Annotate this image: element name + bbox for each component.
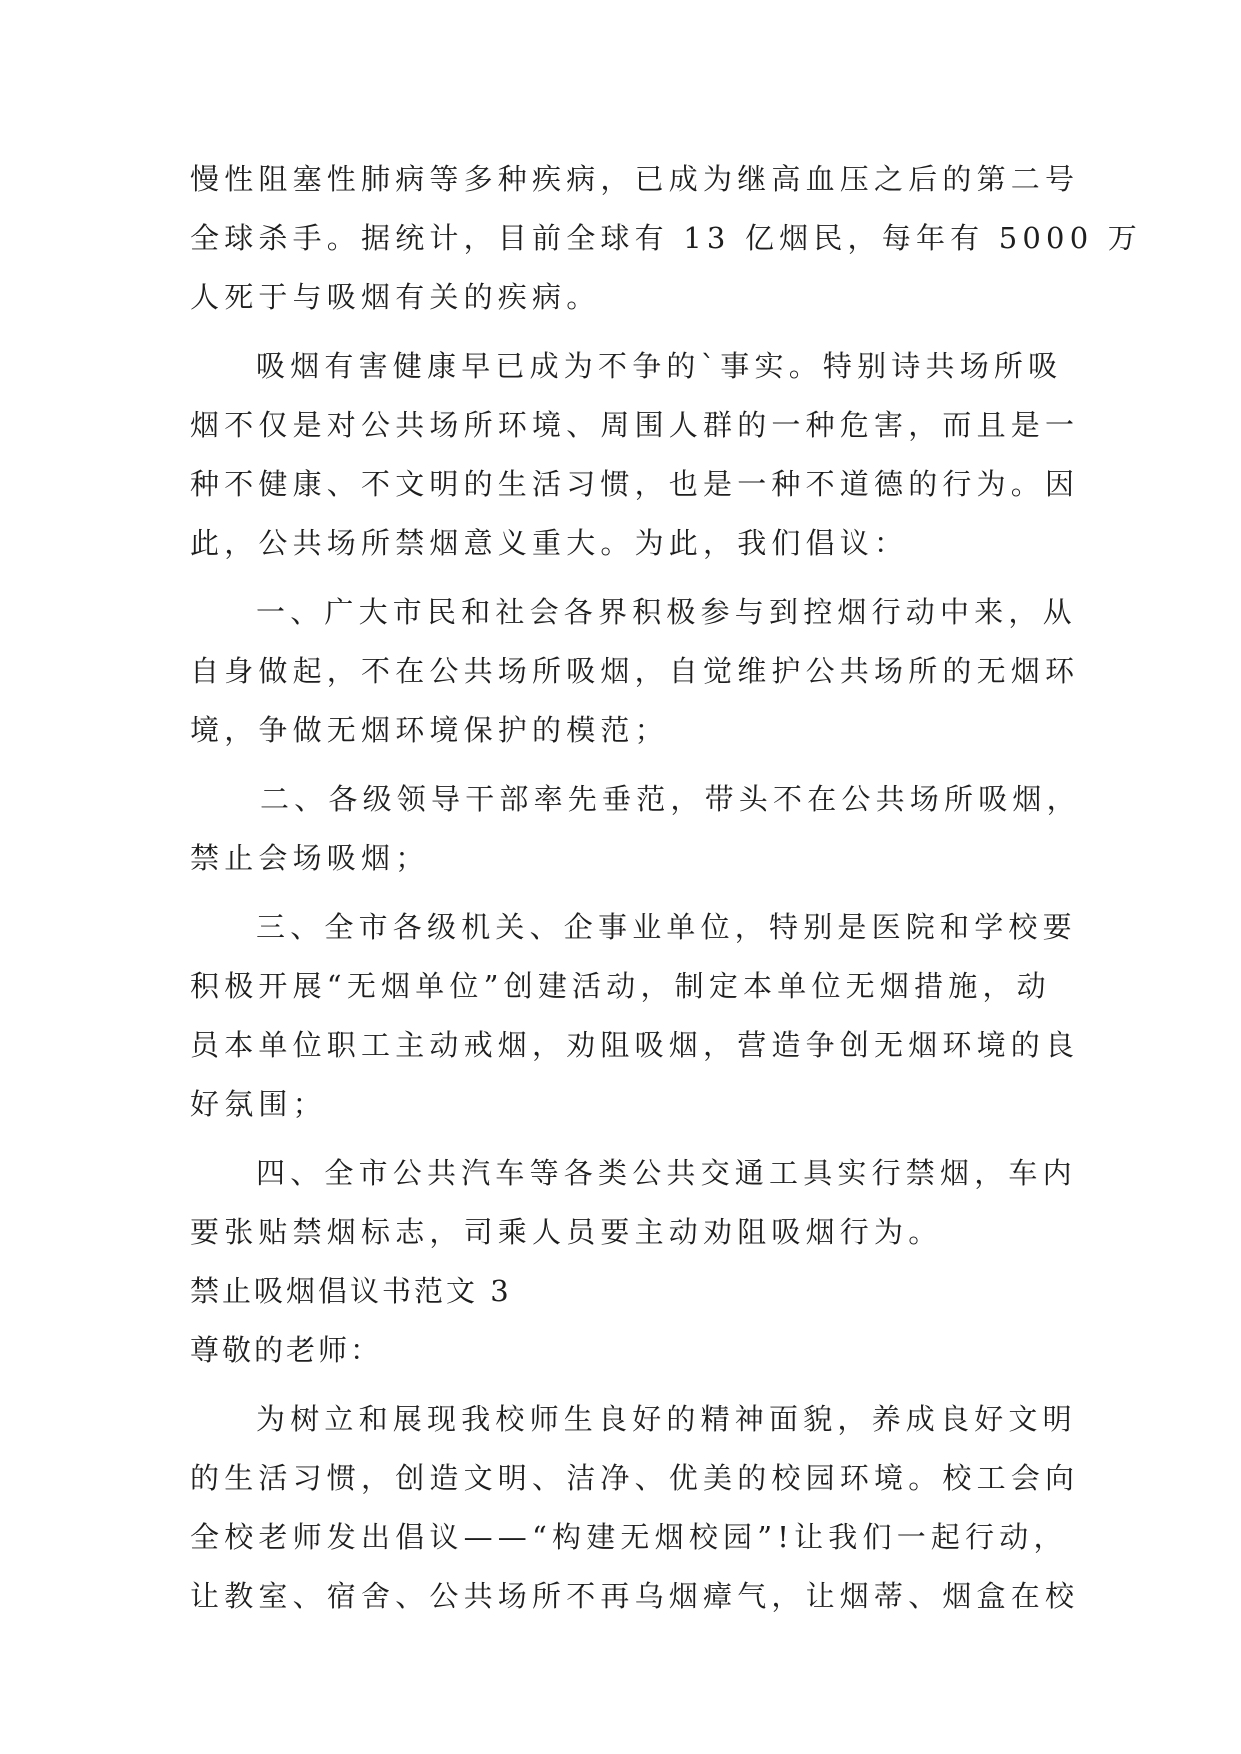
- text-line: 积极开展“无烟单位”创建活动，制定本单位无烟措施，动: [190, 969, 1051, 1003]
- text-line: 好氛围；: [190, 1087, 327, 1121]
- proposal-item-1: [190, 583, 1080, 760]
- text-line: 此，公共场所禁烟意义重大。为此，我们倡议：: [190, 526, 909, 560]
- text-line: 种不健康、不文明的生活习惯，也是一种不道德的行为。因: [190, 467, 1080, 501]
- section-title: 禁止吸烟倡议书范文 3: [190, 1274, 512, 1308]
- document-body: [190, 150, 1142, 1626]
- proposal-item-4: [190, 1144, 1077, 1262]
- text-line: 一、广大市民和社会各界积极参与到控烟行动中来，从: [256, 595, 1077, 629]
- text-line: 烟不仅是对公共场所环境、周围人群的一种危害，而且是一: [190, 408, 1080, 442]
- proposal-item-2: [190, 770, 1081, 888]
- salutation: 尊敬的老师：: [190, 1333, 383, 1367]
- paragraph-continued: [190, 150, 1142, 327]
- text-line: 全校老师发出倡议——“构建无烟校园”!让我们一起行动，: [190, 1520, 1068, 1554]
- text-line: 自身做起，不在公共场所吸烟，自觉维护公共场所的无烟环: [190, 654, 1080, 688]
- text-line: 人死于与吸烟有关的疾病。: [190, 280, 601, 314]
- text-line: 二、各级领导干部率先垂范，带头不在公共场所吸烟，: [260, 782, 1081, 816]
- text-line: 让教室、宿舍、公共场所不再乌烟瘴气，让烟蒂、烟盒在校: [190, 1579, 1080, 1613]
- proposal-item-3: [190, 898, 1080, 1134]
- text-line: 境，争做无烟环境保护的模范；: [190, 713, 669, 747]
- text-line: 为树立和展现我校师生良好的精神面貌，养成良好文明: [256, 1402, 1077, 1436]
- text-line: 慢性阻塞性肺病等多种疾病，已成为继高血压之后的第二号: [190, 162, 1080, 196]
- text-line: 员本单位职工主动戒烟，劝阻吸烟，营造争创无烟环境的良: [190, 1028, 1080, 1062]
- text-line: 要张贴禁烟标志，司乘人员要主动劝阻吸烟行为。: [190, 1215, 943, 1249]
- text-line: 全球杀手。据统计，目前全球有 13 亿烟民，每年有 5000 万: [190, 221, 1142, 255]
- text-line: 三、全市各级机关、企事业单位，特别是医院和学校要: [256, 910, 1077, 944]
- text-line: 吸烟有害健康早已成为不争的`事实。特别诗共场所吸: [256, 349, 1063, 383]
- text-line: 的生活习惯，创造文明、洁净、优美的校园环境。校工会向: [190, 1461, 1080, 1495]
- text-line: 禁止会场吸烟；: [190, 841, 430, 875]
- text-line: 四、全市公共汽车等各类公共交通工具实行禁烟，车内: [256, 1156, 1077, 1190]
- paragraph-school-proposal: [190, 1390, 1080, 1626]
- paragraph-smoking-harm: [190, 337, 1080, 573]
